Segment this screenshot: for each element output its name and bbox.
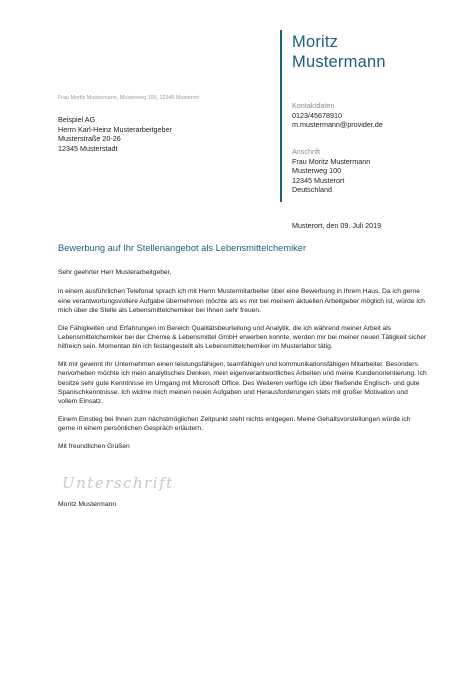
recipient-company: Beispiel AG (58, 115, 96, 124)
body-paragraph: Einem Einstieg bei Ihnen zum nächstmöglichen Zeitpunkt steht nichts entgegen. Meine Gehaltsvorstellungen würde ich gerne in einem persönlichen Gespräch erläutern. (58, 415, 411, 433)
salutation: Sehr geehrter Herr Musterarbeitgeber, (58, 269, 172, 276)
recipient-person: Herrn Karl-Heinz Musterarbeitgeber (58, 124, 172, 134)
closing-phrase: Mit freundlichen Grüßen (58, 442, 130, 450)
address-block (292, 147, 370, 195)
body-paragraph: Mit mir gewinnt Ihr Unternehmen einen leistungsfähigen, teamfähigen und kommunikationsfähigen Mitarbeiter. Besonders hervorheben möchte ich mein analytisches Denken, mein eigenverantwortliches Arbeiten und meine Kundenorientierung. Ich besitze sehr gute Kenntnisse im Umgang mit Microsoft Office. Des Weiteren verfüge ich über fließende Englisch- und gute Spanischkenntnisse. Ich widme mich meinen neuen Aufgaben und Herausforderungen stets mit großer Motivation und vollem Einsatz. (58, 360, 427, 406)
letter-body (58, 268, 428, 459)
applicant-name (292, 32, 386, 72)
address-country: Deutschland (292, 185, 332, 195)
letter-date: Musterort, den 09. Juli 2019 (292, 221, 382, 230)
address-label: Anschrift (292, 147, 320, 156)
contact-email: m.mustermann@provider.de (292, 120, 383, 130)
body-paragraph: Die Fähigkeiten und Erfahrungen im Bereich Qualitätsbeurteilung und Analytik, die ich während meiner Arbeit als Lebensmittelchemiker bei der Chemie & Lebensmittel GmbH erwerben konnte, werden mir bei meiner neuen Tätigkeit sicher hilfreich sein. Momentan bin ich festangestellt als Lebensmittelchemiker im Musterlabor tätig. (58, 324, 427, 351)
contact-label: Kontaktdaten (292, 101, 335, 110)
address-city: 12345 Musterort (292, 175, 345, 185)
recipient-address (58, 115, 172, 153)
signed-name: Moritz Mustermann (58, 501, 117, 508)
letter-subject: Bewerbung auf Ihr Stellenangebot als Lebensmittelchemiker (58, 243, 307, 253)
recipient-city: 12345 Musterstadt (58, 143, 118, 153)
address-street: Musterweg 100 (292, 166, 342, 176)
applicant-last-name: Mustermann (292, 53, 386, 71)
header-divider-line (280, 30, 282, 202)
body-paragraph: in einem ausführlichen Telefonat sprach ich mit Herrn Mustermitarbeiter über eine Bewerbung in Ihrem Haus. Da ich gerne eine verantwortungsvollere Aufgabe übernehmen möchte als es mir bei meinem aktuellen Arbeitgeber möglich ist, würde ich mich über die Stelle als Lebensmittelchemiker bei Ihnen sehr freuen. (58, 288, 425, 315)
applicant-first-name: Moritz (292, 33, 339, 51)
contact-phone: 0123/45678910 (292, 110, 342, 120)
sender-return-address: Frau Moritz Mustermann, Musterweg 100, 12345 Musterort (58, 95, 199, 101)
address-name: Frau Moritz Mustermann (292, 156, 371, 166)
contact-block (292, 101, 383, 130)
signature-placeholder: Unterschrift (62, 474, 174, 492)
recipient-street: Musterstraße 20-26 (58, 134, 121, 144)
